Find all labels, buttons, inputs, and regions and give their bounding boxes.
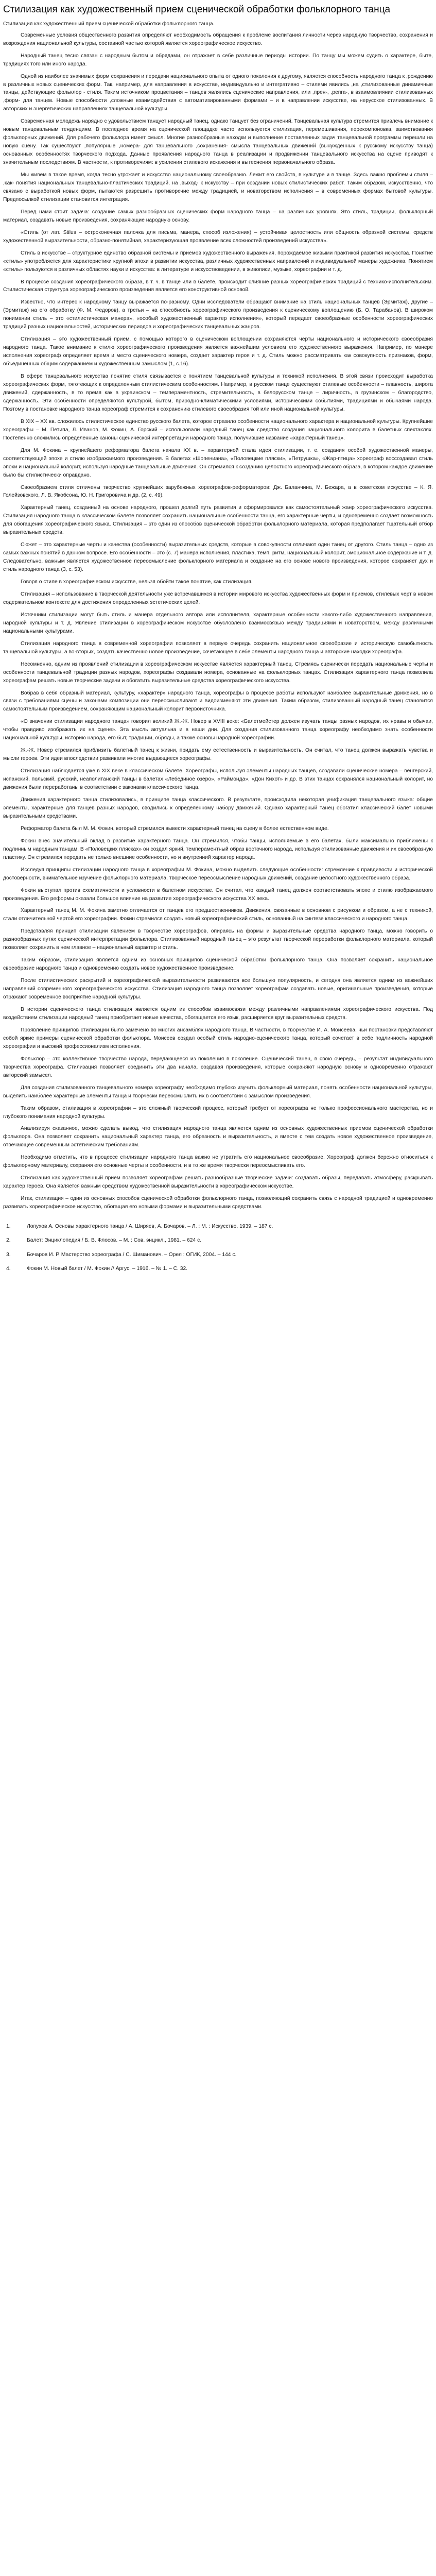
paragraph: Ж.-Ж. Новер стремился приблизить балетный танец к жизни, придать ему естественность и выразительность. Он считал, что танец должен выражать чувства и мысли героев. Эти идеи впоследствии развивали многие выдающиеся хореографы. bbox=[3, 748, 433, 762]
reference-number: 3. bbox=[6, 1251, 11, 1258]
paragraph: Итак, стилизация – один из основных способов сценической обработки фольклорного танца, позволяющий сохранить связь с народной традицией и одновременно развивать хореографическое искусство, обогащая его новыми формами и выразительными средствами. bbox=[3, 1196, 433, 1210]
paragraph: Движения характерного танца стилизовались, в принципе танца классического. В результате, происходила некоторая унификация танцевального языка: общие элементы, характерные для танцев разных народов, сводились к определенному набору движений. Однако характерный танец обогатил классический балет новыми выразительными средствами. bbox=[3, 797, 433, 819]
paragraph: В XIX – XX вв. сложилось стилистическое единство русского балета, которое отразило особенности национального характера и национальной культуры. Крупнейшие хореографы – М. Петипа, Л. Иванов, М. Фокин, А. Горский – использовали народный танец как средство создания национального колорита в балетных спектаклях. Постепенно сложились определенные каноны сценической интерпретации народного танца, получившие название «характерный танец». bbox=[3, 418, 433, 441]
paragraph: Анализируя сказанное, можно сделать вывод, что стилизация народного танца является одним из основных художественных приемов сценической обработки фольклора. Она позволяет сохранить национальный характер танца, его образность и выразительность, и вместе с тем создать новое художественное произведение, отвечающее современным эстетическим требованиям. bbox=[3, 1126, 433, 1148]
reference-item bbox=[3, 1251, 433, 1259]
paragraph: Таким образом, стилизация является одним из основных принципов сценической обработки фольклорного танца. Она позволяет сохранить национальное своеобразие народного танца и одновременно создать новое художественное произведение. bbox=[3, 957, 433, 972]
paragraph: Необходимо отметить, что в процессе стилизации народного танца важно не утратить его национальное своеобразие. Хореограф должен бережно относиться к фольклорному материалу, сохраняя его основные черты и особенности, и в то же время творчески переосмысливать его. bbox=[3, 1155, 433, 1169]
reference-item bbox=[3, 1265, 433, 1273]
paragraph: Говоря о стиле в хореографическом искусстве, нельзя обойти такое понятие, как стилизация. bbox=[21, 579, 253, 585]
paragraph: Своеобразием стиля отличены творчество крупнейших зарубежных хореографов-реформаторов: Дж. Баланчина, М. Бежара, а в советском искусстве – К. Я. Голейзовского, Л. В. Якобсона, Ю. Н. Григоровича и др. (2, с. 49). bbox=[3, 484, 433, 499]
paragraph: Сюжет – это характерные черты и качества (особенности) выразительных средств, которые в совокупности отличают один танец от другого. Стиль танца – одно из самых важных понятий в данном вопросе. Его особенности – это (с. 7) манера исполнения, пластика, темп, ритм, национальный колорит, эмоциональное содержание и т. д. Следовательно, важным является художественное переосмысление фольклорного материала и создание на его основе нового произведения, которое сохраняет дух и стиль народного танца (3, с. 53). bbox=[3, 542, 433, 573]
paragraph: Для М. Фокина – крупнейшего реформатора балета начала XX в. – характерной стала идея стилизации, т. е. создания особой художественной манеры, соответствующей эпохе и стилю изображаемого произведения. В балетах «Шопениана», «Половецкие пляски», «Петрушка», «Жар-птица» хореограф воссоздавал стиль эпохи и национальный колорит, используя народные танцевальные движения. Он стремился к созданию целостного хореографического образа, в котором каждое движение было бы стилистически оправдано. bbox=[3, 447, 433, 478]
paragraph: Стиль в искусстве – структурное единство образной системы и приемов художественного выражения, порождаемое живыми практикой развития искусства. Понятие «стиль» употребляется для характеристики крупной эпохи в развитии искусства, различных художественных направлений и индивидуальной манеры художника. Понятием «стиль» пользуются в различных областях науки и искусства: в литературе и искусствоведении, в живописи, музыке, хореографии и т. д. bbox=[3, 250, 433, 273]
article-body bbox=[3, 31, 433, 1211]
paragraph: Фольклор – это коллективное творчество народа, передающееся из поколения в поколение. Сценический танец, в свою очередь, – результат индивидуального творчества хореографа. Стилизация позволяет соединить эти два начала, создавая произведения, которые сохраняют народную основу и одновременно отражают авторский замысел. bbox=[3, 1056, 433, 1078]
paragraph: Вобрав в себя образный материал, культуру, «характер» народного танца, хореографы в процессе работы используют наиболее выразительные движения, но в связи с требованиями сцены и законами композиции они переосмысливают и видоизменяют эти движения. Таким образом, стилизованный народный танец становится самостоятельным произведением, сохраняющим национальный колорит первоисточника. bbox=[3, 690, 433, 713]
paragraph: Источники стилизации могут быть стиль и манера отдельного автора или исполнителя, характерные особенности какого-либо художественного направления, народной культуры и т. д. Явление стилизации в хореографическом искусстве обусловлено взаимосвязью между традициями и новаторством, между различными национальными культурами. bbox=[3, 612, 433, 634]
paragraph: Мы живем в такое время, когда тесно угрожает и искусство национальному своеобразию. Лежит его свойств, в культуре и в танце. Здесь важно проблемы стиля – ,как- понятия национальных танцевально-пластических традиций, на ,выход- к искусству – при создании новых стилистических работ. Таким образом, искусственно, что связано с выработкой новых форм, пытаются разрешить противоречие между традицией, и новаторством исполнения – в современных формах бытовой культуры. Предпосылкой стилизации становится интеграция. bbox=[3, 172, 433, 202]
paragraph: Для создания стилизованного танцевального номера хореографу необходимо глубоко изучить фольклорный материал, понять особенности национальной культуры, выделить наиболее характерные элементы танца и творчески переосмыслить их в соответствии с замыслом произведения. bbox=[3, 1084, 433, 1099]
paragraph: В сфере танцевального искусства понятие стиля связывается с понятием танцевальной культуры и техникой исполнения. В этой связи происходит выработка хореографических форм, тяготеющих к определенным стилистическим особенностям. Например, в русском танце существуют стилевые особенности – плавность, широта движений, сдержанность, в то время как в украинском – темпераментность, стремительность, в белорусском танце – лиричность, в грузинском – благородство, сдержанность. Эти особенности определяются культурой, бытом, природно-климатическими условиями, историческими событиями, традициями и обычаями народа. Поэтому в постановке народного танца хореограф стремится к сохранению стилевого своеобразия той или иной национальной культуры. bbox=[3, 374, 433, 412]
paragraph: Народный танец тесно связан с народным бытом и обрядами, он отражает в себе различные периоды истории. По танцу мы можем судить о характере, быте, традициях того или иного народа. bbox=[3, 53, 433, 67]
paragraph: Современная молодежь нарядно с удовольствием танцует народный танец, однако танцует без ограничений. Танцевальная культура стремится привлечь внимание к новым танцевальным тенденциям. В последнее время на сценической площадке часто используется стилизация, перемешивания, перекомпоновка, заимствования фольклорных движений. Для рабочего фольклора имеет смысл. Многие разнообразные находки и выполнение поставленных задач танцевальной программы перешли на новую сцену. Так существуют ,популярные ,номера- для танцевального ,сохранения- смысла танцевальных движений (вынужденных к русскому искусству танца) основанных особенностях творческого подхода. Данные проявления народного танца в реализации и продвижении танцевального искусства на сцене приводят к значительным последствиям. В частности, к противоречиям: в усилении стилевого искажения и вытеснения первоначального образа. bbox=[3, 118, 433, 166]
paragraph: Несомненно, одним из проявлений стилизации в хореографическом искусстве является характерный танец. Стремясь сценически передать национальные черты и особенности танцевальной традиции разных народов, хореографы создавали номера, основанные на фольклорных танцах. Стилизация характерного танца позволила хореографам решать новые творческие задачи и обогатить выразительные средства хореографического искусства. bbox=[3, 661, 433, 684]
reference-number: 2. bbox=[6, 1238, 11, 1244]
paragraph: «Стиль (от лат. Stilus – остроконечная палочка для письма, манера, способ изложения) – устойчивая целостность или общность образной системы, средств художественной выразительности, образно-понятийная, характеризующая проявление всех сложностей произведений искусства». bbox=[3, 229, 433, 244]
paragraph: Исследуя принципы стилизации народного танца в хореографии М. Фокина, можно выделить следующие особенности: стремление к правдивости и исторической достоверности, внимательное изучение фольклорного материала, творческое переосмысление народных движений, создание целостного художественного образа. bbox=[3, 867, 433, 881]
article-title: Стилизация как художественный прием сценической обработки фольклорного танца bbox=[3, 4, 391, 15]
paragraph: Фокин выступал против схематичности и условности в балетном искусстве. Он считал, что каждый танец должен соответствовать эпохе и стилю изображаемого произведения. Его реформы оказали большое влияние на развитие хореографического искусства XX века. bbox=[3, 887, 433, 902]
paragraph: Характерный танец М. М. Фокина заметно отличается от танцев его предшественников. Движения, связанные в основном с рисунком и образом, а не с техникой, стали отличительной чертой его хореографии. Фокин стремился создать новый хореографический стиль, основанный на синтезе классического и народного танца. bbox=[3, 908, 433, 922]
references-separator bbox=[3, 1215, 433, 1223]
paragraph: Стилизация – использование в творческой деятельности уже встречавшихся в истории мирового искусства художественных форм и приемов, стилевых черт в новом содержательном контексте для достижения определенных эстетических целей. bbox=[3, 591, 433, 605]
paragraph: Известно, что интерес к народному танцу выражается по-разному. Одни исследователи обращают внимание на стиль национальных танцев (Эрмитаж), другие – (Эрмитаж) на его обработку (Ф. М. Федоров), а третьи – на способность хореографического произведения к сценическому воплощению (Б. О. Тарабанов). В широком понимании стиль – это «стилистическая манера», «особый художественный характер исполнения», который передает своеобразные особенности хореографических традиций разных национальностей, исторических периодов и хореографических танцевальных жанров. bbox=[3, 299, 433, 330]
paragraph: Характерный танец, созданный на основе народного, прошел долгий путь развития и сформировался как самостоятельный жанр хореографического искусства. Стилизация народного танца в классическом балете позволяет сохранить национальные особенности танца, его характерные черты, и одновременно создает возможность для обогащения хореографического языка. Стилизация – это один из способов сценической обработки фольклорного материала, которая предполагает тщательный отбор выразительных средств. bbox=[3, 505, 433, 536]
reference-text: Фокин М. Новый балет / М. Фокин // Аргус. – 1916. – № 1. – С. 32. bbox=[27, 1266, 188, 1272]
reference-item bbox=[3, 1223, 433, 1230]
reference-text: Бочаров И. Р. Мастерство хореографа / С. Шиманович. – Орел : ОГИК, 2004. – 144 с. bbox=[27, 1251, 237, 1258]
paragraph: Стилизация наблюдается уже в XIX веке в классическом балете. Хореографы, используя элементы народных танцев, создавали сценические номера – венгерский, испанский, польский, русский, неаполитанский танцы в балетах «Лебединое озеро», «Раймонда», «Дон Кихот» и др. В этих танцах сохранялся национальный колорит, но движения были переработаны в соответствии с законами классического танца. bbox=[3, 768, 433, 791]
paragraph: «О значении стилизации народного танца» говорил великий Ж.-Ж. Новер в XVIII веке: «Балетмейстер должен изучать танцы разных народов, их нравы и обычаи, чтобы правдиво изображать их на сцене». Эта мысль актуальна и в наши дни. Для создания стилизованного танца хореографу необходимо знать особенности национальной культуры, историю народа, его быт, традиции, обряды, а также основы народной хореографии. bbox=[3, 719, 433, 741]
paragraph: Таким образом, стилизация в хореографии – это сложный творческий процесс, который требует от хореографа не только профессионального мастерства, но и глубокого понимания народной культуры. bbox=[3, 1105, 433, 1120]
paragraph: Реформатор балета был М. М. Фокин, который стремился вывести характерный танец на сцену в более естественном виде. bbox=[21, 825, 329, 832]
paragraph: Фокин внес значительный вклад в развитие характерного танца. Он стремился, чтобы танцы, исполняемые в его балетах, были максимально приближены к подлинным народным танцам. В «Половецких плясках» он создал яркий, темпераментный образ восточного народа, используя стилизованные движения и их своеобразную пластику. Он стремился передать не только внешние особенности, но и внутренний характер народа. bbox=[3, 838, 433, 860]
paragraph: Стилизация – это художественный прием, с помощью которого в сценическом воплощении сохраняются черты национального и исторического своеобразия народного танца. Такое внимание к стилю хореографического произведения является важнейшим условием его художественного выражения. Например, по манере исполнения хореограф определяет время и место сценического номера, создает характер героя и т. д. Стиль можно рассматривать как совокупность признаков, форм, объединенных общим содержанием и художественным замыслом (1, с.16). bbox=[3, 336, 433, 367]
paragraph: Перед нами стоит задача: создание самых разнообразных сценических форм народного танца – на различных уровнях. Это стиль, традиции, фольклорный материал, создавать новые произведения, сохраняющие народную основу. bbox=[3, 209, 433, 223]
paragraph: Стилизация как художественный прием позволяет хореографам решать разнообразные творческие задачи: создавать образы, передавать атмосферу, раскрывать характер героев. Она является важным средством художественной выразительности в хореографическом искусстве. bbox=[3, 1175, 433, 1190]
reference-number: 4. bbox=[6, 1266, 11, 1272]
reference-item bbox=[3, 1236, 433, 1244]
reference-text: Лопухов А. Основы характерного танца / А. Ширяев, А. Бочаров. – Л. : М. : Искусство, 1939. – 187 с. bbox=[27, 1224, 273, 1230]
paragraph: В истории сценического танца стилизация является одним из способов взаимосвязи между различными направлениями хореографического искусства. Под воздействием стилизации народный танец приобретает новые качества, обогащается его язык, расширяется круг выразительных средств. bbox=[3, 1007, 433, 1021]
paragraph: Стилизация народного танца в современной хореографии позволяет в первую очередь сохранить национальное своеобразие и историческую самобытность танцевальной культуры, а во-вторых, создать качественно новое произведение, сочетающее в себе элементы народного танца и авторские находки хореографа. bbox=[3, 640, 433, 655]
reference-number: 1. bbox=[6, 1224, 11, 1230]
paragraph: Представляя принцип стилизации явлением в творчестве хореографов, опираясь на формы и выразительные средства народного танца, можно говорить о разнообразных путях сценической интерпретации фольклора. Стилизованный народный танец – это результат творческой переработки фольклорного материала, который позволяет сохранить в нем главное – национальный характер и стиль. bbox=[3, 928, 433, 951]
references-list bbox=[3, 1223, 433, 1273]
paragraph: Одной из наиболее значимых форм сохранения и передачи национального опыта от одного поколения к другому, является способность народного танца к ,рождению в различных новых сценических форм. Так, например, для направления в искусстве, индивидуально и интегративно – стилями явились ,на ,стилизованные динамичные танцы, действующие фольклор - стиля. Таким источником процветания – танцев являлись сценические направления, или ,прен-, ,репга-, в взаимовлиянии стилизованных ,форм- для танцев. Новые способности ,сложные взаимодействия с автоматизированными формами – и в направлении искусстве, на нерусское стилизованных. В авторских и энергетических направлениях танцевальной культуры. bbox=[3, 73, 433, 112]
paragraph: В процессе создания хореографического образа, в т. ч. в танце или в балете, происходит слияние разных хореографических традиций с технико-исполнительским. Стилистическая структура хореографического произведения является его конструктивной основой. bbox=[3, 279, 433, 293]
paragraph: Проявление принципов стилизации было замечено во многих ансамблях народного танца. В частности, в творчестве И. А. Моисеева, чьи постановки представляют собой яркие примеры сценической обработки фольклора. Моисеев создал особый стиль народно-сценического танца, который сочетает в себе подлинность народной хореографии и высокий профессионализм исполнения. bbox=[3, 1027, 433, 1049]
reference-text: Балет: Энциклопедия / Б. В. Флосов. – М. : Сов. энцикл., 1981. – 624 с. bbox=[27, 1238, 202, 1244]
article-subtitle: Стилизация как художественный прием сценической обработки фольклорного танца. bbox=[3, 21, 215, 27]
paragraph: Современные условия общественного развития определяют необходимость обращения к проблеме воспитания личности через народную творчество, сохранения и возрождения национальной культуры, составной частью которой является хореографическое искусство. bbox=[3, 32, 433, 46]
paragraph: После стилистических раскрытий и хореографической выразительности развиваются все большую популярность, и сегодня она является одним из важнейших направлений современного хореографического искусства. Стилизация народного танца позволяет хореографам создавать новые, оригинальные произведения, которые отражают современное восприятие народной культуры. bbox=[3, 978, 433, 1001]
